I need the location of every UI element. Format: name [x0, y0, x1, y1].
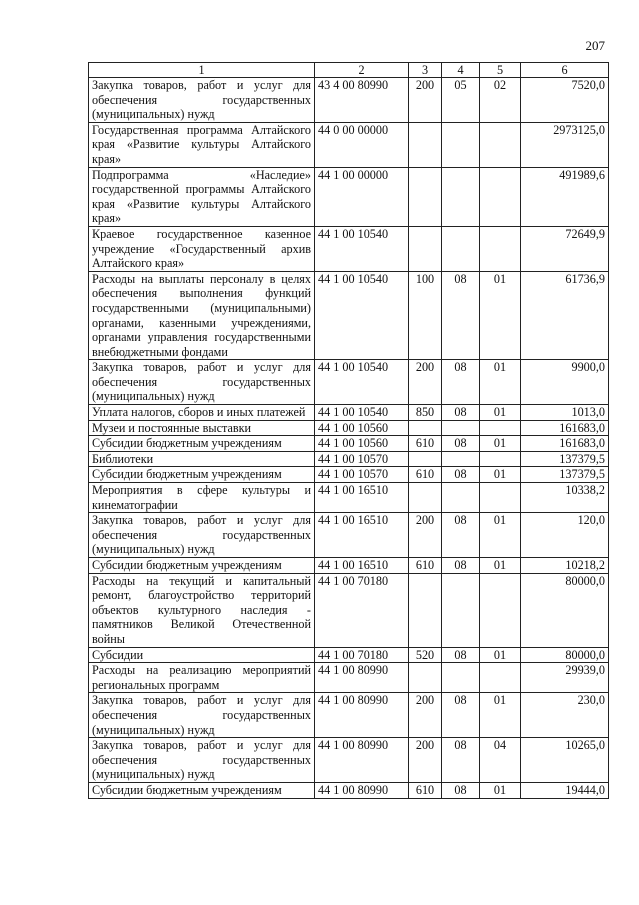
row-rz-code: 08 [442, 693, 480, 738]
row-rz-code [442, 226, 480, 271]
row-rz-code [442, 483, 480, 513]
row-name: Расходы на реализацию мероприятий региональных программ [89, 663, 315, 693]
row-sum: 10338,2 [521, 483, 609, 513]
table-header-row [89, 63, 609, 78]
page-number: 207 [585, 38, 605, 53]
row-name: Подпрограмма «Наследие» государственной программы Алтайского края «Развитие культуры Алтайского края» [89, 167, 315, 226]
table-row [89, 360, 609, 405]
row-sum: 491989,6 [521, 167, 609, 226]
table-row [89, 513, 609, 558]
row-pr-code: 02 [480, 78, 521, 123]
row-rz-code: 08 [442, 513, 480, 558]
row-sum: 7520,0 [521, 78, 609, 123]
row-kvr-code [409, 122, 442, 167]
row-rz-code: 08 [442, 782, 480, 798]
table-row [89, 271, 609, 360]
row-pr-code: 01 [480, 436, 521, 452]
row-rz-code [442, 573, 480, 647]
column-header-rz: 4 [442, 63, 480, 78]
row-kvr-code [409, 226, 442, 271]
row-kvr-code [409, 663, 442, 693]
column-header-kcsr: 2 [315, 63, 409, 78]
row-pr-code: 01 [480, 513, 521, 558]
row-kvr-code: 100 [409, 271, 442, 360]
row-pr-code: 01 [480, 647, 521, 663]
row-rz-code: 05 [442, 78, 480, 123]
row-sum: 10218,2 [521, 558, 609, 574]
row-sum: 137379,5 [521, 451, 609, 467]
row-kcsr-code: 44 1 00 10540 [315, 405, 409, 421]
table-row [89, 122, 609, 167]
row-pr-code [480, 420, 521, 436]
row-kvr-code: 610 [409, 467, 442, 483]
row-pr-code: 01 [480, 360, 521, 405]
table-row [89, 573, 609, 647]
row-kcsr-code: 44 1 00 10570 [315, 451, 409, 467]
row-pr-code: 01 [480, 782, 521, 798]
row-name: Субсидии бюджетным учреждениям [89, 467, 315, 483]
row-pr-code: 01 [480, 271, 521, 360]
row-kvr-code: 610 [409, 436, 442, 452]
row-pr-code: 01 [480, 693, 521, 738]
row-rz-code [442, 420, 480, 436]
budget-table [88, 62, 609, 799]
row-kcsr-code: 44 1 00 10540 [315, 360, 409, 405]
row-sum: 2973125,0 [521, 122, 609, 167]
row-sum: 80000,0 [521, 573, 609, 647]
row-kcsr-code: 44 1 00 70180 [315, 647, 409, 663]
row-pr-code [480, 167, 521, 226]
row-sum: 137379,5 [521, 467, 609, 483]
row-name: Расходы на текущий и капитальный ремонт, благоустройство территорий объектов культурного наследия - памятников Великой Отечественной войны [89, 573, 315, 647]
table-row [89, 420, 609, 436]
row-name: Мероприятия в сфере культуры и кинематографии [89, 483, 315, 513]
column-header-kvr: 3 [409, 63, 442, 78]
row-pr-code [480, 226, 521, 271]
row-kvr-code [409, 483, 442, 513]
row-name: Краевое государственное казенное учреждение «Государственный архив Алтайского края» [89, 226, 315, 271]
row-sum: 19444,0 [521, 782, 609, 798]
row-kvr-code: 200 [409, 78, 442, 123]
row-kcsr-code: 44 1 00 00000 [315, 167, 409, 226]
row-name: Субсидии бюджетным учреждениям [89, 558, 315, 574]
row-kvr-code: 200 [409, 513, 442, 558]
row-name: Закупка товаров, работ и услуг для обеспечения государственных (муниципальных) нужд [89, 738, 315, 783]
row-pr-code: 01 [480, 405, 521, 421]
row-kvr-code: 520 [409, 647, 442, 663]
row-name: Субсидии бюджетным учреждениям [89, 436, 315, 452]
row-pr-code [480, 451, 521, 467]
row-pr-code [480, 573, 521, 647]
row-rz-code: 08 [442, 558, 480, 574]
table-row [89, 467, 609, 483]
row-rz-code [442, 167, 480, 226]
row-sum: 1013,0 [521, 405, 609, 421]
column-header-name: 1 [89, 63, 315, 78]
table-row [89, 738, 609, 783]
row-kcsr-code: 44 1 00 10540 [315, 271, 409, 360]
row-sum: 161683,0 [521, 420, 609, 436]
row-kvr-code [409, 167, 442, 226]
row-rz-code: 08 [442, 467, 480, 483]
row-kcsr-code: 44 1 00 10560 [315, 420, 409, 436]
column-header-sum: 6 [521, 63, 609, 78]
row-kcsr-code: 44 1 00 16510 [315, 483, 409, 513]
row-sum: 230,0 [521, 693, 609, 738]
row-rz-code: 08 [442, 436, 480, 452]
table-row [89, 436, 609, 452]
row-kvr-code: 200 [409, 693, 442, 738]
row-kcsr-code: 44 1 00 80990 [315, 663, 409, 693]
row-rz-code [442, 663, 480, 693]
row-pr-code [480, 663, 521, 693]
row-name: Музеи и постоянные выставки [89, 420, 315, 436]
row-pr-code [480, 122, 521, 167]
row-rz-code: 08 [442, 271, 480, 360]
row-kcsr-code: 44 1 00 10570 [315, 467, 409, 483]
table-row [89, 558, 609, 574]
row-pr-code: 01 [480, 558, 521, 574]
row-kvr-code: 610 [409, 558, 442, 574]
row-sum: 161683,0 [521, 436, 609, 452]
row-sum: 9900,0 [521, 360, 609, 405]
row-sum: 80000,0 [521, 647, 609, 663]
row-rz-code: 08 [442, 738, 480, 783]
row-rz-code [442, 122, 480, 167]
row-rz-code [442, 451, 480, 467]
row-kvr-code [409, 573, 442, 647]
row-kcsr-code: 44 1 00 80990 [315, 782, 409, 798]
row-name: Субсидии бюджетным учреждениям [89, 782, 315, 798]
row-sum: 72649,9 [521, 226, 609, 271]
row-name: Государственная программа Алтайского края «Развитие культуры Алтайского края» [89, 122, 315, 167]
row-name: Субсидии [89, 647, 315, 663]
row-pr-code [480, 483, 521, 513]
table-row [89, 78, 609, 123]
table-row [89, 663, 609, 693]
row-name: Закупка товаров, работ и услуг для обеспечения государственных (муниципальных) нужд [89, 360, 315, 405]
row-sum: 61736,9 [521, 271, 609, 360]
table-row [89, 405, 609, 421]
table-row [89, 167, 609, 226]
row-kvr-code [409, 451, 442, 467]
row-name: Закупка товаров, работ и услуг для обеспечения государственных (муниципальных) нужд [89, 78, 315, 123]
table-row [89, 483, 609, 513]
column-header-pr: 5 [480, 63, 521, 78]
row-kcsr-code: 44 1 00 16510 [315, 558, 409, 574]
row-name: Уплата налогов, сборов и иных платежей [89, 405, 315, 421]
row-kcsr-code: 44 0 00 00000 [315, 122, 409, 167]
row-kvr-code: 200 [409, 738, 442, 783]
row-pr-code: 04 [480, 738, 521, 783]
row-kvr-code [409, 420, 442, 436]
row-name: Библиотеки [89, 451, 315, 467]
row-rz-code: 08 [442, 405, 480, 421]
row-sum: 120,0 [521, 513, 609, 558]
table-row [89, 451, 609, 467]
row-kvr-code: 850 [409, 405, 442, 421]
row-kvr-code: 200 [409, 360, 442, 405]
row-rz-code: 08 [442, 647, 480, 663]
table-row [89, 647, 609, 663]
table-row [89, 693, 609, 738]
row-pr-code: 01 [480, 467, 521, 483]
row-name: Закупка товаров, работ и услуг для обеспечения государственных (муниципальных) нужд [89, 513, 315, 558]
row-kcsr-code: 44 1 00 16510 [315, 513, 409, 558]
row-name: Расходы на выплаты персоналу в целях обеспечения выполнения функций государственными (муниципальными) органами, казенными учреждениями, органами управления государственными внебюджетными фондами [89, 271, 315, 360]
row-kvr-code: 610 [409, 782, 442, 798]
row-kcsr-code: 44 1 00 10540 [315, 226, 409, 271]
row-sum: 29939,0 [521, 663, 609, 693]
row-name: Закупка товаров, работ и услуг для обеспечения государственных (муниципальных) нужд [89, 693, 315, 738]
row-rz-code: 08 [442, 360, 480, 405]
row-kcsr-code: 44 1 00 80990 [315, 738, 409, 783]
row-kcsr-code: 44 1 00 70180 [315, 573, 409, 647]
row-kcsr-code: 44 1 00 10560 [315, 436, 409, 452]
table-row [89, 782, 609, 798]
row-kcsr-code: 43 4 00 80990 [315, 78, 409, 123]
row-sum: 10265,0 [521, 738, 609, 783]
row-kcsr-code: 44 1 00 80990 [315, 693, 409, 738]
table-row [89, 226, 609, 271]
table-body [89, 78, 609, 799]
